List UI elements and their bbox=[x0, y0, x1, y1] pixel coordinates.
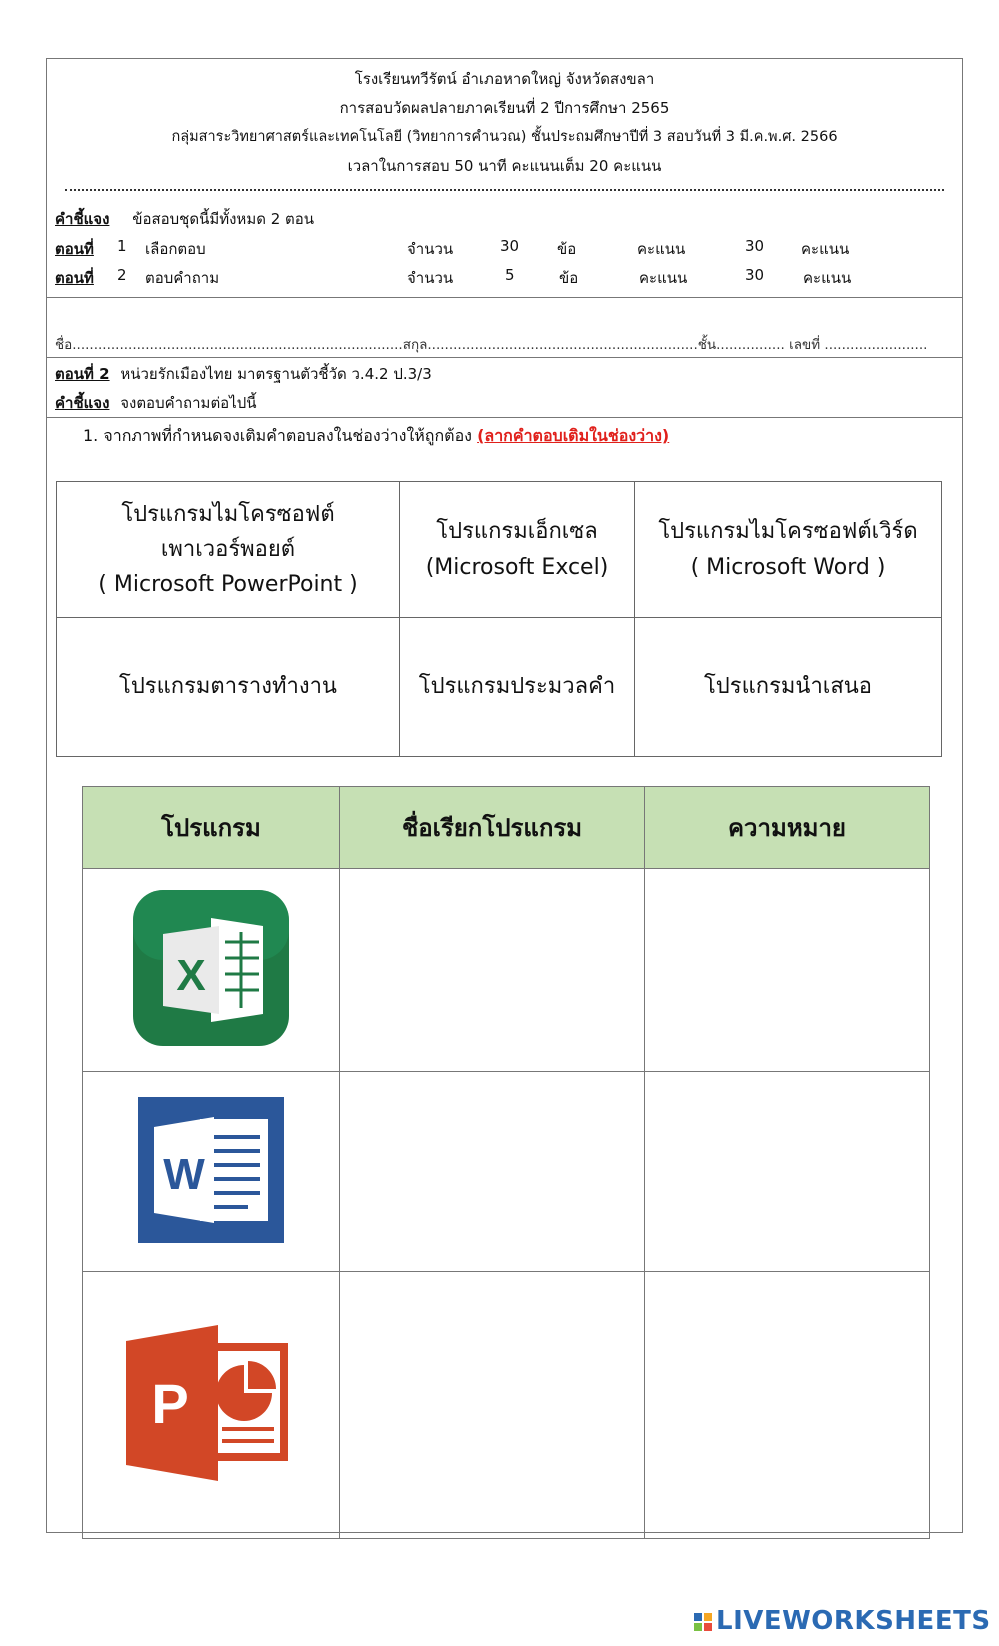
word-text: โปรแกรมไมโครซอฟต์เวิร์ด bbox=[658, 519, 918, 545]
word-text: ( Microsoft Word ) bbox=[690, 554, 886, 580]
answer-name-cell[interactable] bbox=[340, 1072, 645, 1272]
part-1-score: 30 bbox=[745, 237, 765, 255]
question-hint: (ลากคำตอบเติมในช่องว่าง) bbox=[477, 426, 670, 445]
part-2-unit: ข้อ bbox=[559, 269, 579, 287]
section-2-instructions bbox=[55, 391, 257, 415]
answer-meaning-cell[interactable] bbox=[645, 1072, 930, 1272]
section-2-instr-label: คำชี้แจง bbox=[55, 394, 110, 412]
answer-name-cell[interactable] bbox=[340, 1272, 645, 1539]
exam-line: การสอบวัดผลปลายภาคเรียนที่ 2 ปีการศึกษา 2565 bbox=[339, 99, 670, 117]
part-1-count: 30 bbox=[500, 237, 520, 255]
part-2-row bbox=[55, 266, 852, 290]
section-2-title bbox=[55, 362, 432, 386]
part-1-score-unit: คะแนน bbox=[801, 240, 850, 258]
word-text: โปรแกรมไมโครซอฟต์ bbox=[121, 501, 335, 527]
word-powerpoint[interactable] bbox=[57, 482, 400, 618]
program-cell bbox=[83, 869, 340, 1072]
question-1 bbox=[83, 424, 669, 449]
excel-icon bbox=[133, 890, 289, 1046]
part-2-name: ตอบคำถาม bbox=[145, 269, 220, 287]
school-line: โรงเรียนทวีรัตน์ อำเภอหาดใหญ่ จังหวัดสงขลา bbox=[354, 70, 655, 88]
answer-table bbox=[82, 786, 930, 1539]
divider bbox=[47, 417, 962, 418]
subject-line: กลุ่มสาระวิทยาศาสตร์และเทคโนโลยี (วิทยาการคำนวณ) ชั้นประถมศึกษาปีที่ 3 สอบวันที่ 3 มี.ค.พ.ศ. 2566 bbox=[171, 129, 838, 145]
section-2-label: ตอนที่ 2 bbox=[55, 365, 110, 383]
instructions-text: ข้อสอบชุดนี้มีทั้งหมด 2 ตอน bbox=[132, 210, 315, 228]
dotted-separator bbox=[65, 189, 944, 191]
word-text: โปรแกรมเอ็กเซล bbox=[436, 519, 598, 545]
answer-meaning-cell[interactable] bbox=[645, 1272, 930, 1539]
word-text: (Microsoft Excel) bbox=[425, 554, 609, 580]
part-2-score-unit: คะแนน bbox=[803, 269, 852, 287]
part-2-score-label: คะแนน bbox=[639, 269, 688, 287]
part-1-row bbox=[55, 237, 850, 261]
liveworksheets-icon bbox=[694, 1613, 712, 1631]
header-meaning: ความหมาย bbox=[645, 787, 930, 869]
divider bbox=[47, 297, 962, 298]
word-spreadsheet[interactable]: โปรแกรมตารางทำงาน bbox=[57, 618, 400, 757]
program-cell bbox=[83, 1072, 340, 1272]
word-word[interactable] bbox=[635, 482, 942, 618]
part-2-count: 5 bbox=[505, 266, 515, 284]
word-presentation[interactable]: โปรแกรมนำเสนอ bbox=[635, 618, 942, 757]
brand-text: LIVEWORKSHEETS bbox=[716, 1606, 991, 1636]
word-excel[interactable] bbox=[400, 482, 635, 618]
answer-name-cell[interactable] bbox=[340, 869, 645, 1072]
word-text: เพาเวอร์พอยต์ bbox=[160, 536, 296, 562]
student-surname-field[interactable]: สกุล............................................................... bbox=[402, 337, 698, 353]
time-line: เวลาในการสอบ 50 นาที คะแนนเต็ม 20 คะแนน bbox=[347, 157, 662, 175]
program-cell bbox=[83, 1272, 340, 1539]
header-program: โปรแกรม bbox=[83, 787, 340, 869]
table-row bbox=[83, 869, 930, 1072]
instructions bbox=[55, 207, 314, 231]
answer-meaning-cell[interactable] bbox=[645, 869, 930, 1072]
word-icon bbox=[138, 1097, 284, 1243]
student-name-field[interactable]: ชื่อ............................................................................. bbox=[55, 337, 403, 353]
student-info bbox=[55, 333, 927, 355]
word-bank bbox=[56, 481, 942, 757]
header-program-name: ชื่อเรียกโปรแกรม bbox=[340, 787, 645, 869]
word-text: ( Microsoft PowerPoint ) bbox=[98, 572, 358, 598]
part-1-label: ตอนที่ bbox=[55, 240, 94, 258]
part-2-score: 30 bbox=[745, 266, 765, 284]
table-row bbox=[83, 1072, 930, 1272]
part-2-label: ตอนที่ bbox=[55, 269, 94, 287]
part-1-count-label: จำนวน bbox=[407, 240, 454, 258]
divider bbox=[47, 357, 962, 358]
svg-text:X: X bbox=[176, 951, 206, 1000]
section-2-instr-text: จงตอบคำถามต่อไปนี้ bbox=[120, 394, 257, 412]
part-2-no: 2 bbox=[117, 266, 127, 284]
part-1-name: เลือกตอบ bbox=[145, 240, 206, 258]
instructions-label: คำชี้แจง bbox=[55, 210, 110, 228]
student-number-field[interactable]: เลขที่ ........................ bbox=[789, 337, 928, 353]
table-row bbox=[83, 1272, 930, 1539]
part-1-score-label: คะแนน bbox=[637, 240, 686, 258]
student-grade-field[interactable]: ชั้น................ bbox=[697, 337, 785, 353]
question-text: 1. จากภาพที่กำหนดจงเติมคำตอบลงในช่องว่างให้ถูกต้อง bbox=[83, 426, 478, 445]
worksheet bbox=[46, 58, 963, 1533]
part-2-count-label: จำนวน bbox=[407, 269, 454, 287]
part-1-no: 1 bbox=[117, 237, 127, 255]
svg-text:W: W bbox=[163, 1149, 205, 1199]
section-2-text: หน่วยรักเมืองไทย มาตรฐานตัวชี้วัด ว.4.2 ป.3/3 bbox=[120, 365, 432, 383]
powerpoint-icon bbox=[126, 1325, 296, 1481]
part-1-unit: ข้อ bbox=[557, 240, 577, 258]
svg-text:P: P bbox=[151, 1372, 189, 1435]
liveworksheets-logo bbox=[694, 1606, 991, 1636]
word-word-processor[interactable]: โปรแกรมประมวลคำ bbox=[400, 618, 635, 757]
